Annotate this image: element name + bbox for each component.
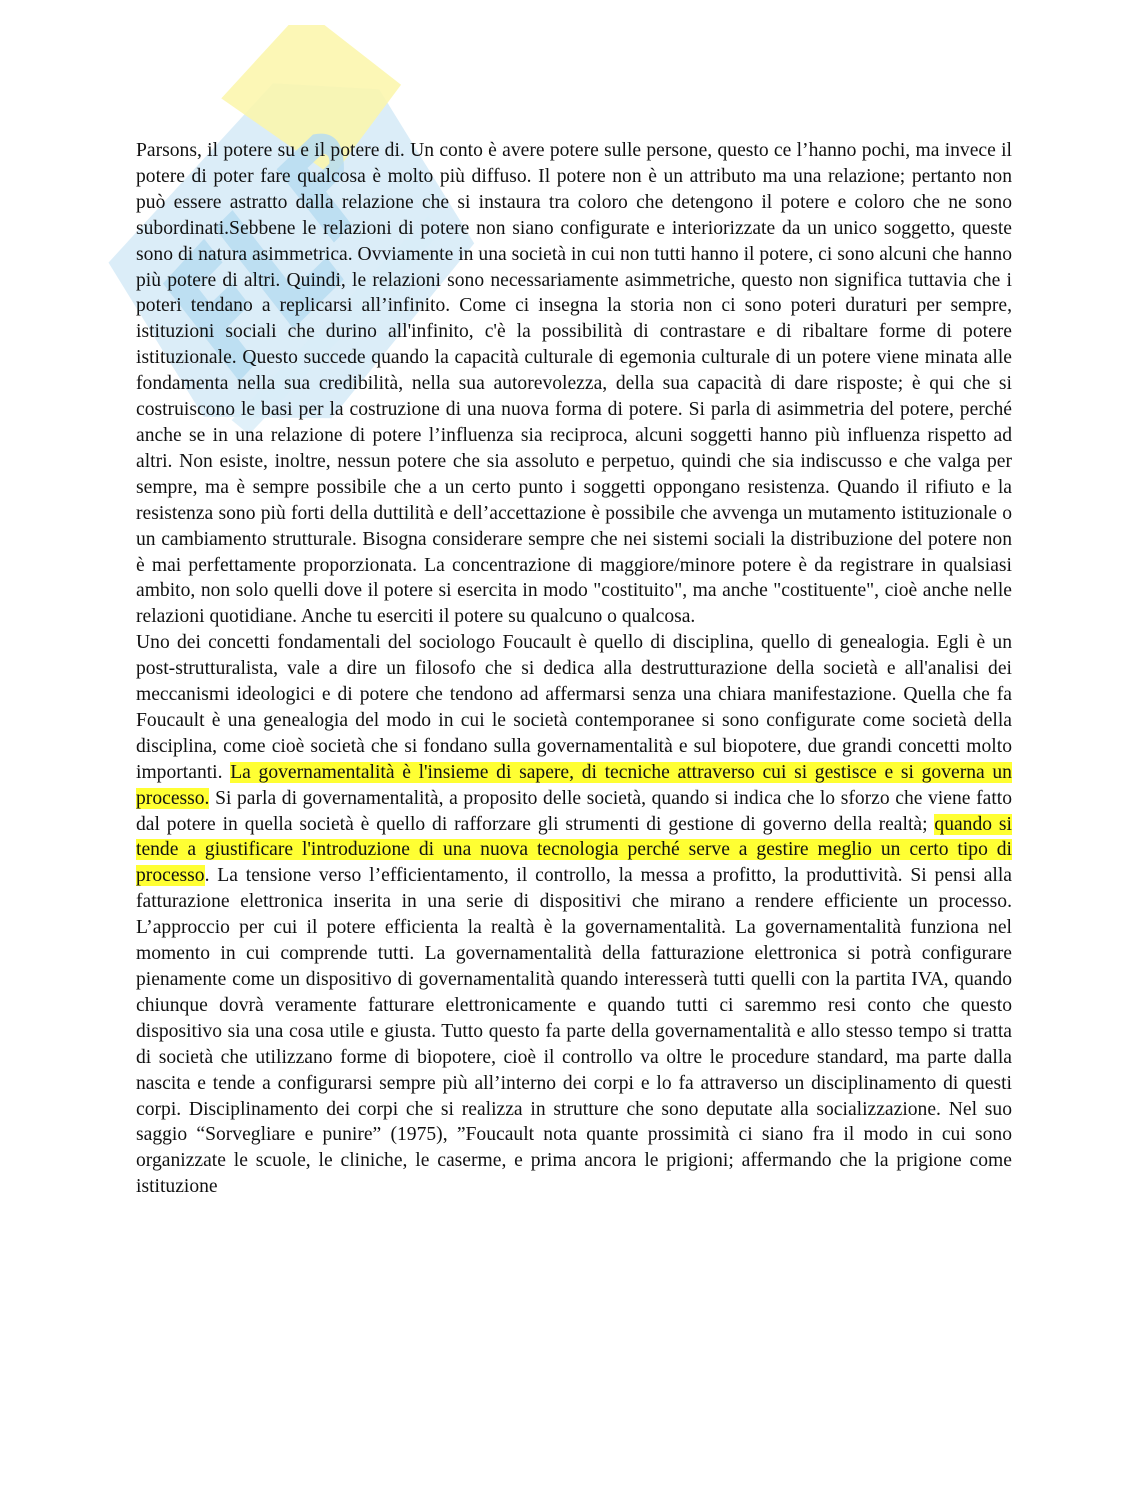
highlighted-text: La governamentalità è l'insieme di sapere, di tecniche attraverso cui si gestisce e si governa un processo. [136, 761, 1012, 809]
paragraph [136, 630, 1012, 1200]
text-segment: Si parla di governamentalità, a proposito delle società, quando si indica che lo sforzo che viene fatto dal potere in quella società è quello di rafforzare gli strumenti di gestione di governo della realtà; [136, 787, 1012, 835]
document-body [136, 138, 1012, 1200]
text-segment: Uno dei concetti fondamentali del sociologo Foucault è quello di disciplina, quello di genealogia. Egli è un post-strutturalista, vale a dire un filosofo che si dedica alla destrutturazione della società e all'analisi dei meccanismi ideologici e di potere che tendono ad affermarsi senza una chiara manifestazione. Quella che fa Foucault è una genealogia del modo in cui le società contemporanee si sono configurate come società della disciplina, come cioè società che si fondano sulla governamentalità e sul biopotere, due grandi concetti molto importanti. [136, 632, 1012, 783]
text-segment: . La tensione verso l’efficientamento, il controllo, la messa a profitto, la produttività. Si pensi alla fatturazione elettronica inserita in una serie di dispositivi che mirano a rendere efficiente un processo. L’approccio per cui il potere efficienta la realtà è la governamentalità. La governamentalità funziona nel momento in cui comprende tutti. La governamentalità della fatturazione elettronica si potrà configurare pienamente come un dispositivo di governamentalità quando interesserà tutti quelli con la partita IVA, quando chiunque dovrà veramente fatturare elettronicamente e quando tutti ci saremmo resi conto che questo dispositivo sia una cosa utile e giusta. Tutto questo fa parte della governamentalità e allo stesso tempo si tratta di società che utilizzano forme di biopotere, cioè il controllo va oltre le procedure standard, ma parte dalla nascita e tende a configurarsi sempre più all’interno dei corpi e lo fa attraverso un disciplinamento di questi corpi. Disciplinamento dei corpi che si realizza in strutture che sono deputate alla socializzazione. Nel suo saggio “Sorvegliare e punire” (1975), ”Foucault nota quante prossimità ci siano fra il modo in cui sono organizzate le scuole, le cliniche, le caserme, e prima ancora le prigioni; affermando che la prigione come istituzione [136, 865, 1012, 1198]
text-segment: Parsons, il potere su e il potere di. Un conto è avere potere sulle persone, questo ce l’hanno pochi, ma invece il potere di poter fare qualcosa è molto più diffuso. Il potere non è un attributo ma una relazione; pertanto non può essere astratto dalla relazione che si instaura tra coloro che detengono il potere e coloro che ne sono subordinati.Sebbene le relazioni di potere non siano configurate e interiorizzate da un unico soggetto, queste sono di natura asimmetrica. Ovviamente in una società in cui non tutti hanno il potere, ci sono alcuni che hanno più potere di altri. Quindi, le relazioni sono necessariamente asimmetriche, questo non significa tuttavia che i poteri tendano a replicarsi all’infinito. Come ci insegna la storia non ci sono poteri duraturi per sempre, istituzioni sociali che durino all'infinito, c'è la possibilità di contrastare e di ribaltare forme di potere istituzionale. Questo succede quando la capacità culturale di egemonia culturale di un potere viene minata alle fondamenta nella sua credibilità, nella sua autorevolezza, della sua capacità di dare risposte; è qui che si costruiscono le basi per la costruzione di una nuova forma di potere. Si parla di asimmetria del potere, perché anche se in una relazione di potere l’influenza sia reciproca, alcuni soggetti hanno più influenza rispetto ad altri. Non esiste, inoltre, nessun potere che sia assoluto e perpetuo, quindi che sia indiscusso e che valga per sempre, ma è sempre possibile che a un certo punto i soggetti oppongano resistenza. Quando il rifiuto e la resistenza sono più forti della duttilità e dell’accettazione è possibile che avvenga un mutamento istituzionale o un cambiamento strutturale. Bisogna considerare sempre che nei sistemi sociali la distribuzione del potere non è mai perfettamente proporzionata. La concentrazione di maggiore/minore potere è da registrare in qualsiasi ambito, non solo quelli dove il potere si esercita in modo "costituito", ma anche "costituente", cioè anche nelle relazioni quotidiane. Anche tu eserciti il potere su qualcuno o qualcosa. [136, 140, 1012, 628]
paragraph [136, 138, 1012, 630]
highlighted-text: quando si tende a giustificare l'introduzione di una nuova tecnologia perché serve a gestire meglio un certo tipo di processo [136, 813, 1012, 887]
